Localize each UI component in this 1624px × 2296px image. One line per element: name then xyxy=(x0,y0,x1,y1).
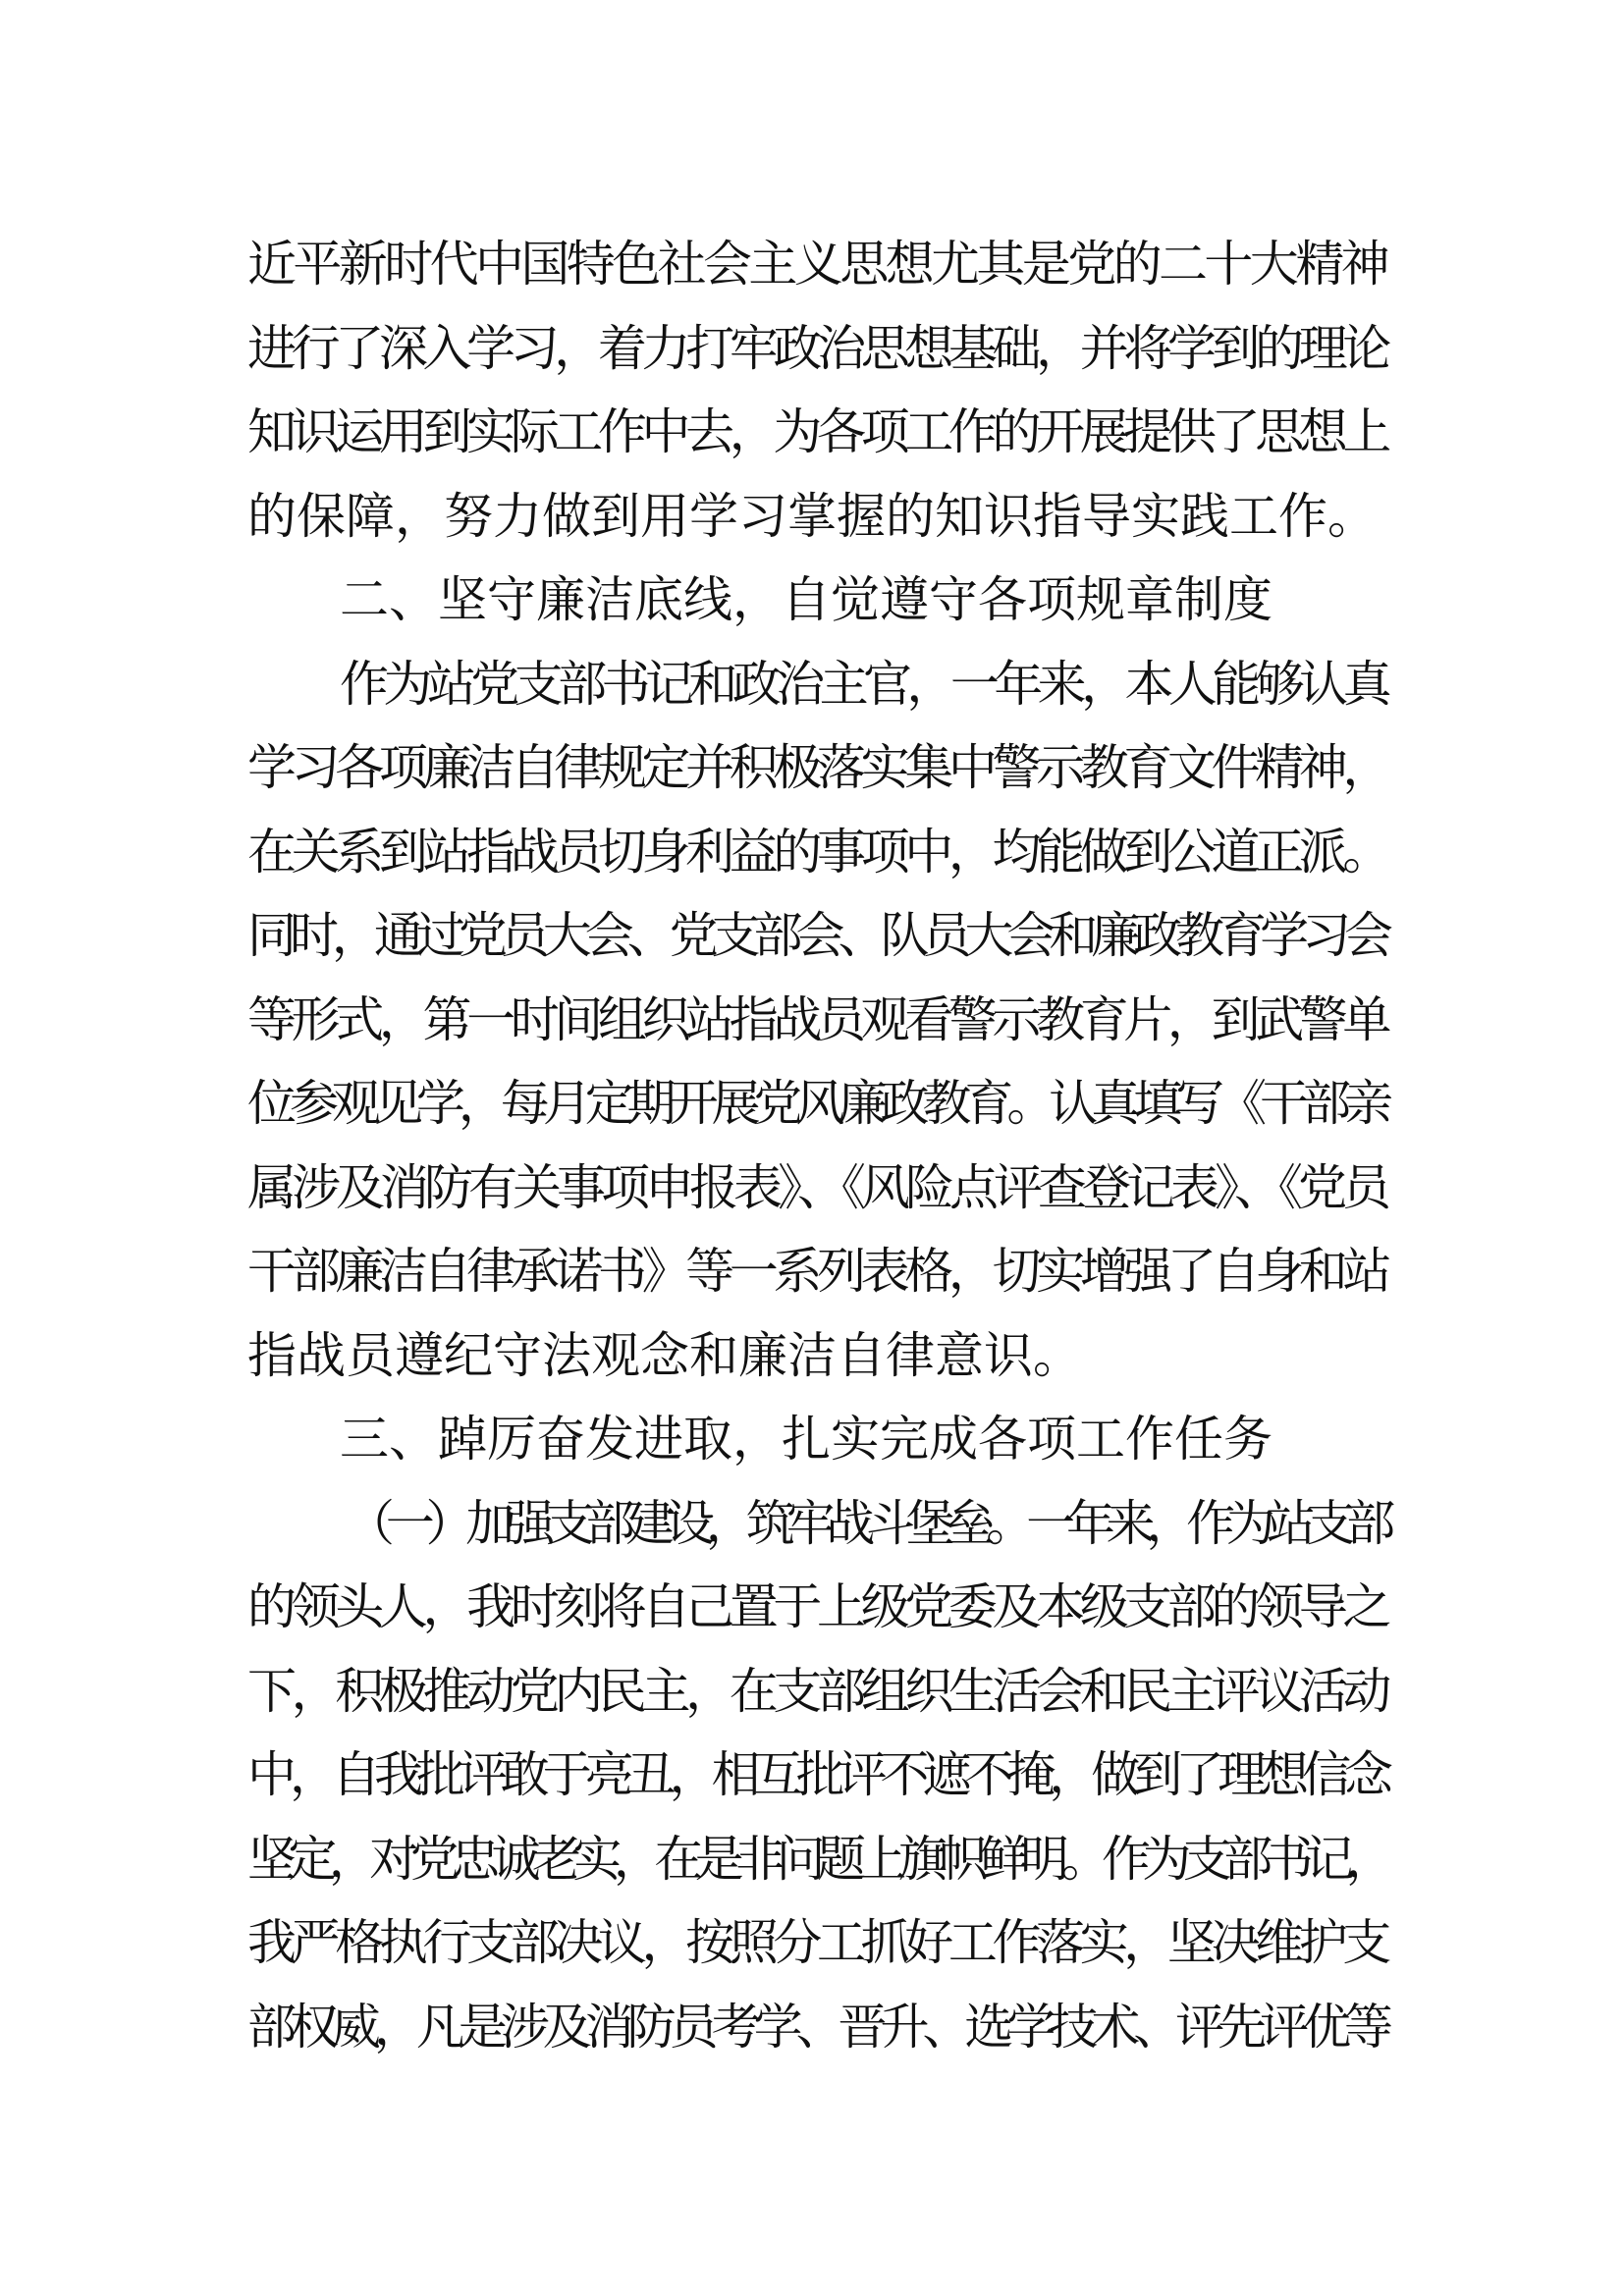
paragraph-line xyxy=(247,1230,1386,1314)
paragraph-line xyxy=(247,1147,1386,1231)
paragraph-line xyxy=(247,223,1386,307)
line-text: 位参观见学，每月定期开展党风廉政教育。认真填写《干部亲 xyxy=(247,1075,1386,1132)
paragraph-line xyxy=(247,1650,1386,1735)
paragraph-line xyxy=(247,1734,1386,1818)
line-text: 下，积极推动党内民主，在支部组织生活会和民主评议活动 xyxy=(247,1662,1386,1720)
line-text: 的领头人，我时刻将自己置于上级党委及本级支部的领导之 xyxy=(247,1578,1386,1635)
paragraph-line xyxy=(247,1901,1386,1986)
line-text: 三、踔厉奋发进取，扎实完成各项工作任务 xyxy=(340,1411,1272,1468)
line-text: 同时，通过党员大会、党支部会、队员大会和廉政教育学习会 xyxy=(247,907,1386,964)
paragraph-line xyxy=(247,475,1386,560)
line-text: 坚定，对党忠诚老实，在是非问题上旗帜鲜明。作为支部书记， xyxy=(247,1830,1386,1888)
subsection-heading-line xyxy=(247,1482,1386,1567)
line-text: 部权威，凡是涉及消防员考学、晋升、选学技术、评先评优等 xyxy=(247,1998,1386,2056)
line-text: 进行了深入学习，着力打牢政治思想基础，并将学到的理论 xyxy=(247,319,1386,377)
line-text: 二、坚守廉洁底线，自觉遵守各项规章制度 xyxy=(340,571,1272,628)
line-text: 在关系到站指战员切身利益的事项中，均能做到公道正派。 xyxy=(247,823,1386,881)
paragraph-line xyxy=(247,1818,1386,1902)
paragraph-line xyxy=(247,726,1386,811)
paragraph-line xyxy=(247,307,1386,392)
line-text: 近平新时代中国特色社会主义思想尤其是党的二十大精神 xyxy=(247,236,1386,293)
paragraph-line xyxy=(247,1566,1386,1650)
paragraph-line xyxy=(247,979,1386,1063)
paragraph-line xyxy=(247,391,1386,475)
line-text: 学习各项廉洁自律规定并积极落实集中警示教育文件精神， xyxy=(247,739,1386,796)
line-text: 指战员遵纪守法观念和廉洁自律意识。 xyxy=(247,1326,1082,1384)
line-text: 的保障，努力做到用学习掌握的知识指导实践工作。 xyxy=(247,487,1377,545)
section-heading-2 xyxy=(247,559,1386,643)
paragraph-line xyxy=(247,1062,1386,1147)
line-text: 我严格执行支部决议，按照分工抓好工作落实，坚决维护支 xyxy=(247,1914,1386,1971)
line-text: 属涉及消防有关事项申报表》、《风险点评查登记表》、《党员 xyxy=(247,1158,1386,1216)
paragraph-line xyxy=(247,811,1386,895)
line-text: 中，自我批评敢于亮丑，相互批评不遮不掩，做到了理想信念 xyxy=(247,1746,1386,1803)
paragraph-line xyxy=(247,1314,1386,1399)
paragraph-line xyxy=(247,894,1386,979)
line-text: 干部廉洁自律承诺书》等一系列表格，切实增强了自身和站 xyxy=(247,1243,1386,1300)
paragraph-line xyxy=(247,1986,1386,2070)
line-text: 作为站党支部书记和政治主官，一年来，本人能够认真 xyxy=(340,655,1386,713)
paragraph-line xyxy=(247,643,1386,727)
line-text: 等形式，第一时间组织站指战员观看警示教育片，到武警单 xyxy=(247,990,1386,1048)
line-text: （一）加强支部建设，筑牢战斗堡垒。一年来，作为站支部 xyxy=(346,1494,1386,1552)
document-body xyxy=(247,223,1386,2069)
section-heading-3 xyxy=(247,1398,1386,1482)
line-text: 知识运用到实际工作中去，为各项工作的开展提供了思想上 xyxy=(247,403,1386,460)
